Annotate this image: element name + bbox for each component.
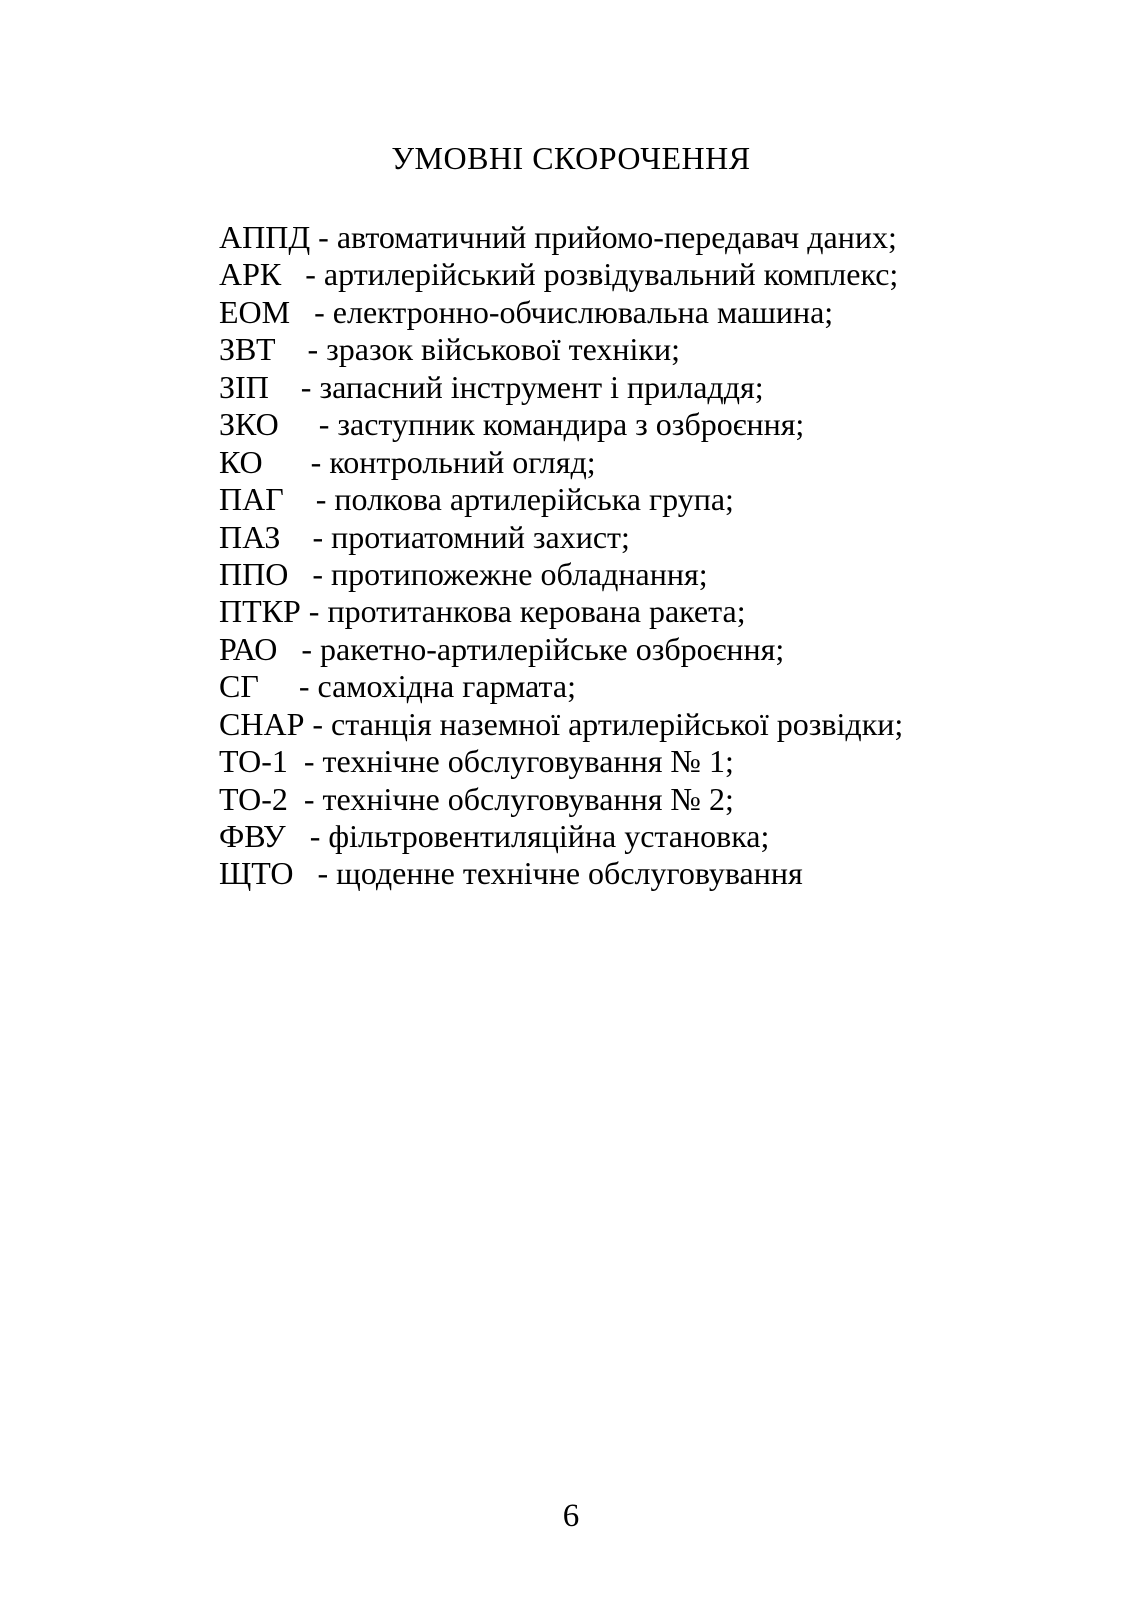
abbreviation-code: АРК [219, 256, 282, 293]
abbreviation-row [219, 444, 903, 481]
abbreviation-code: АППД [219, 219, 311, 255]
abbreviation-code: ПАЗ [219, 518, 281, 555]
abbreviation-row [219, 706, 903, 743]
abbreviation-separator: - [275, 331, 327, 368]
abbreviation-definition: протипожежне обладнання; [330, 555, 708, 592]
abbreviation-definition: технічне обслуговування № 1; [322, 743, 734, 780]
abbreviation-separator: - [277, 630, 320, 667]
abbreviation-row [219, 256, 903, 293]
abbreviation-definition: самохідна гармата; [317, 668, 576, 705]
abbreviation-separator: - [285, 818, 329, 854]
abbreviation-separator: - [288, 555, 331, 592]
abbreviation-definition: полкова артилерійська група; [334, 481, 734, 518]
abbreviation-code: ЕОМ [219, 293, 291, 330]
abbreviation-code: ТО-1 [219, 743, 288, 780]
abbreviation-code: КО [219, 443, 263, 480]
abbreviation-separator: - [304, 705, 332, 742]
abbreviation-definition: фільтровентиляційна установка; [328, 818, 770, 854]
abbreviation-definition: автоматичний прийомо-передавач даних; [336, 219, 897, 255]
abbreviation-separator: - [287, 780, 323, 817]
abbreviation-code: СГ [219, 668, 259, 705]
abbreviation-definition: артилерійський розвідувальний комплекс; [323, 256, 899, 293]
abbreviation-row [219, 781, 903, 818]
abbreviation-row [219, 369, 903, 406]
abbreviation-row [219, 668, 903, 705]
abbreviation-separator: - [262, 443, 330, 480]
abbreviation-row [219, 631, 903, 668]
abbreviation-row [219, 519, 903, 556]
abbreviation-definition: контрольний огляд; [329, 443, 596, 480]
abbreviation-code: РАО [219, 630, 278, 667]
abbreviation-row [219, 481, 903, 518]
abbreviation-row [219, 855, 903, 892]
abbreviation-definition: протиатомний захист; [331, 518, 630, 555]
abbreviation-code: ЗВТ [219, 331, 276, 368]
abbreviation-row [219, 406, 903, 443]
abbreviation-definition: ракетно-артилерійське озброєння; [319, 630, 785, 667]
abbreviation-definition: станція наземної артилерійської розвідки; [331, 705, 904, 742]
page-title: УМОВНІ СКОРОЧЕННЯ [391, 140, 751, 176]
abbreviation-code: СНАР [219, 705, 305, 742]
abbreviation-separator: - [283, 481, 335, 518]
abbreviation-code: ЩТО [219, 855, 294, 892]
abbreviation-row [219, 743, 903, 780]
abbreviation-definition: щоденне технічне обслуговування [336, 855, 803, 892]
abbreviation-separator: - [287, 743, 323, 780]
abbreviation-code: ПТКР [219, 593, 301, 630]
abbreviation-definition: зразок військової техніки; [326, 331, 680, 368]
abbreviation-code: ФВУ [219, 818, 286, 854]
abbreviation-separator: - [290, 293, 333, 330]
abbreviation-row [219, 294, 903, 331]
abbreviation-row [219, 219, 903, 256]
page-number: 6 [562, 1498, 580, 1534]
abbreviation-separator: - [258, 668, 318, 705]
abbreviation-definition: технічне обслуговування № 2; [322, 780, 734, 817]
abbreviation-definition: заступник командира з озброєння; [337, 406, 805, 443]
abbreviation-row [219, 593, 903, 630]
abbreviation-separator: - [280, 518, 332, 555]
abbreviation-code: ПАГ [219, 481, 284, 518]
abbreviation-code: ЗКО [219, 406, 279, 443]
abbreviation-separator: - [278, 406, 338, 443]
abbreviation-row [219, 818, 903, 855]
abbreviation-row [219, 556, 903, 593]
abbreviation-separator: - [281, 256, 324, 293]
abbreviation-code: ЗІП [219, 368, 269, 405]
abbreviation-definition: запасний інструмент і приладдя; [319, 368, 764, 405]
abbreviation-separator: - [268, 368, 320, 405]
abbreviation-separator: - [293, 855, 337, 892]
abbreviation-code: ППО [219, 555, 289, 592]
abbreviation-separator: - [310, 219, 337, 255]
abbreviation-definition: протитанкова керована ракета; [327, 593, 746, 630]
abbreviation-definition: електронно-обчислювальна машина; [332, 293, 834, 330]
abbreviation-row [219, 331, 903, 368]
abbreviation-separator: - [300, 593, 328, 630]
abbreviation-list [219, 219, 903, 893]
abbreviation-code: ТО-2 [219, 780, 288, 817]
